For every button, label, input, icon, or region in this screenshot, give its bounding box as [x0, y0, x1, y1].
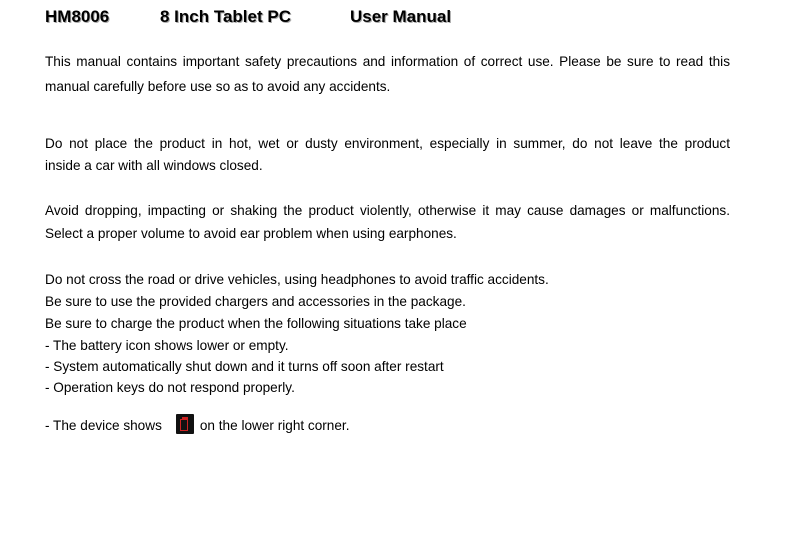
intro-line-2: manual carefully before use so as to avoid any accidents. [45, 79, 391, 94]
dropping-line-1: Avoid dropping, impacting or shaking the product violently, otherwise it may cause damages or malfunctions. [45, 203, 730, 218]
product-name: 8 Inch Tablet PC [160, 7, 291, 26]
document-title: User Manual [350, 7, 452, 26]
list-item: - System automatically shut down and it turns off soon after restart [45, 359, 444, 374]
list-item: - The battery icon shows lower or empty. [45, 338, 289, 353]
low-battery-icon [176, 414, 194, 434]
model-number: HM8006 [45, 7, 110, 26]
charging-line-3: Be sure to charge the product when the following situations take place [45, 316, 467, 331]
document-header [45, 7, 765, 29]
device-shows-after-text: on the lower right corner. [199, 418, 350, 433]
device-shows-before-text: - The device shows [45, 418, 162, 433]
list-item: - Operation keys do not respond properly. [45, 380, 295, 395]
intro-line-1: This manual contains important safety precautions and information of correct use. Please be sure to read this [45, 54, 730, 69]
charging-line-1: Do not cross the road or drive vehicles, using headphones to avoid traffic accidents. [45, 272, 549, 287]
dropping-line-2: Select a proper volume to avoid ear problem when using earphones. [45, 226, 457, 241]
charging-line-2: Be sure to use the provided chargers and accessories in the package. [45, 294, 466, 309]
environment-line-1: Do not place the product in hot, wet or dusty environment, especially in summer, do not leave the product [45, 136, 730, 151]
device-shows-line [45, 414, 350, 435]
environment-line-2: inside a car with all windows closed. [45, 158, 263, 173]
